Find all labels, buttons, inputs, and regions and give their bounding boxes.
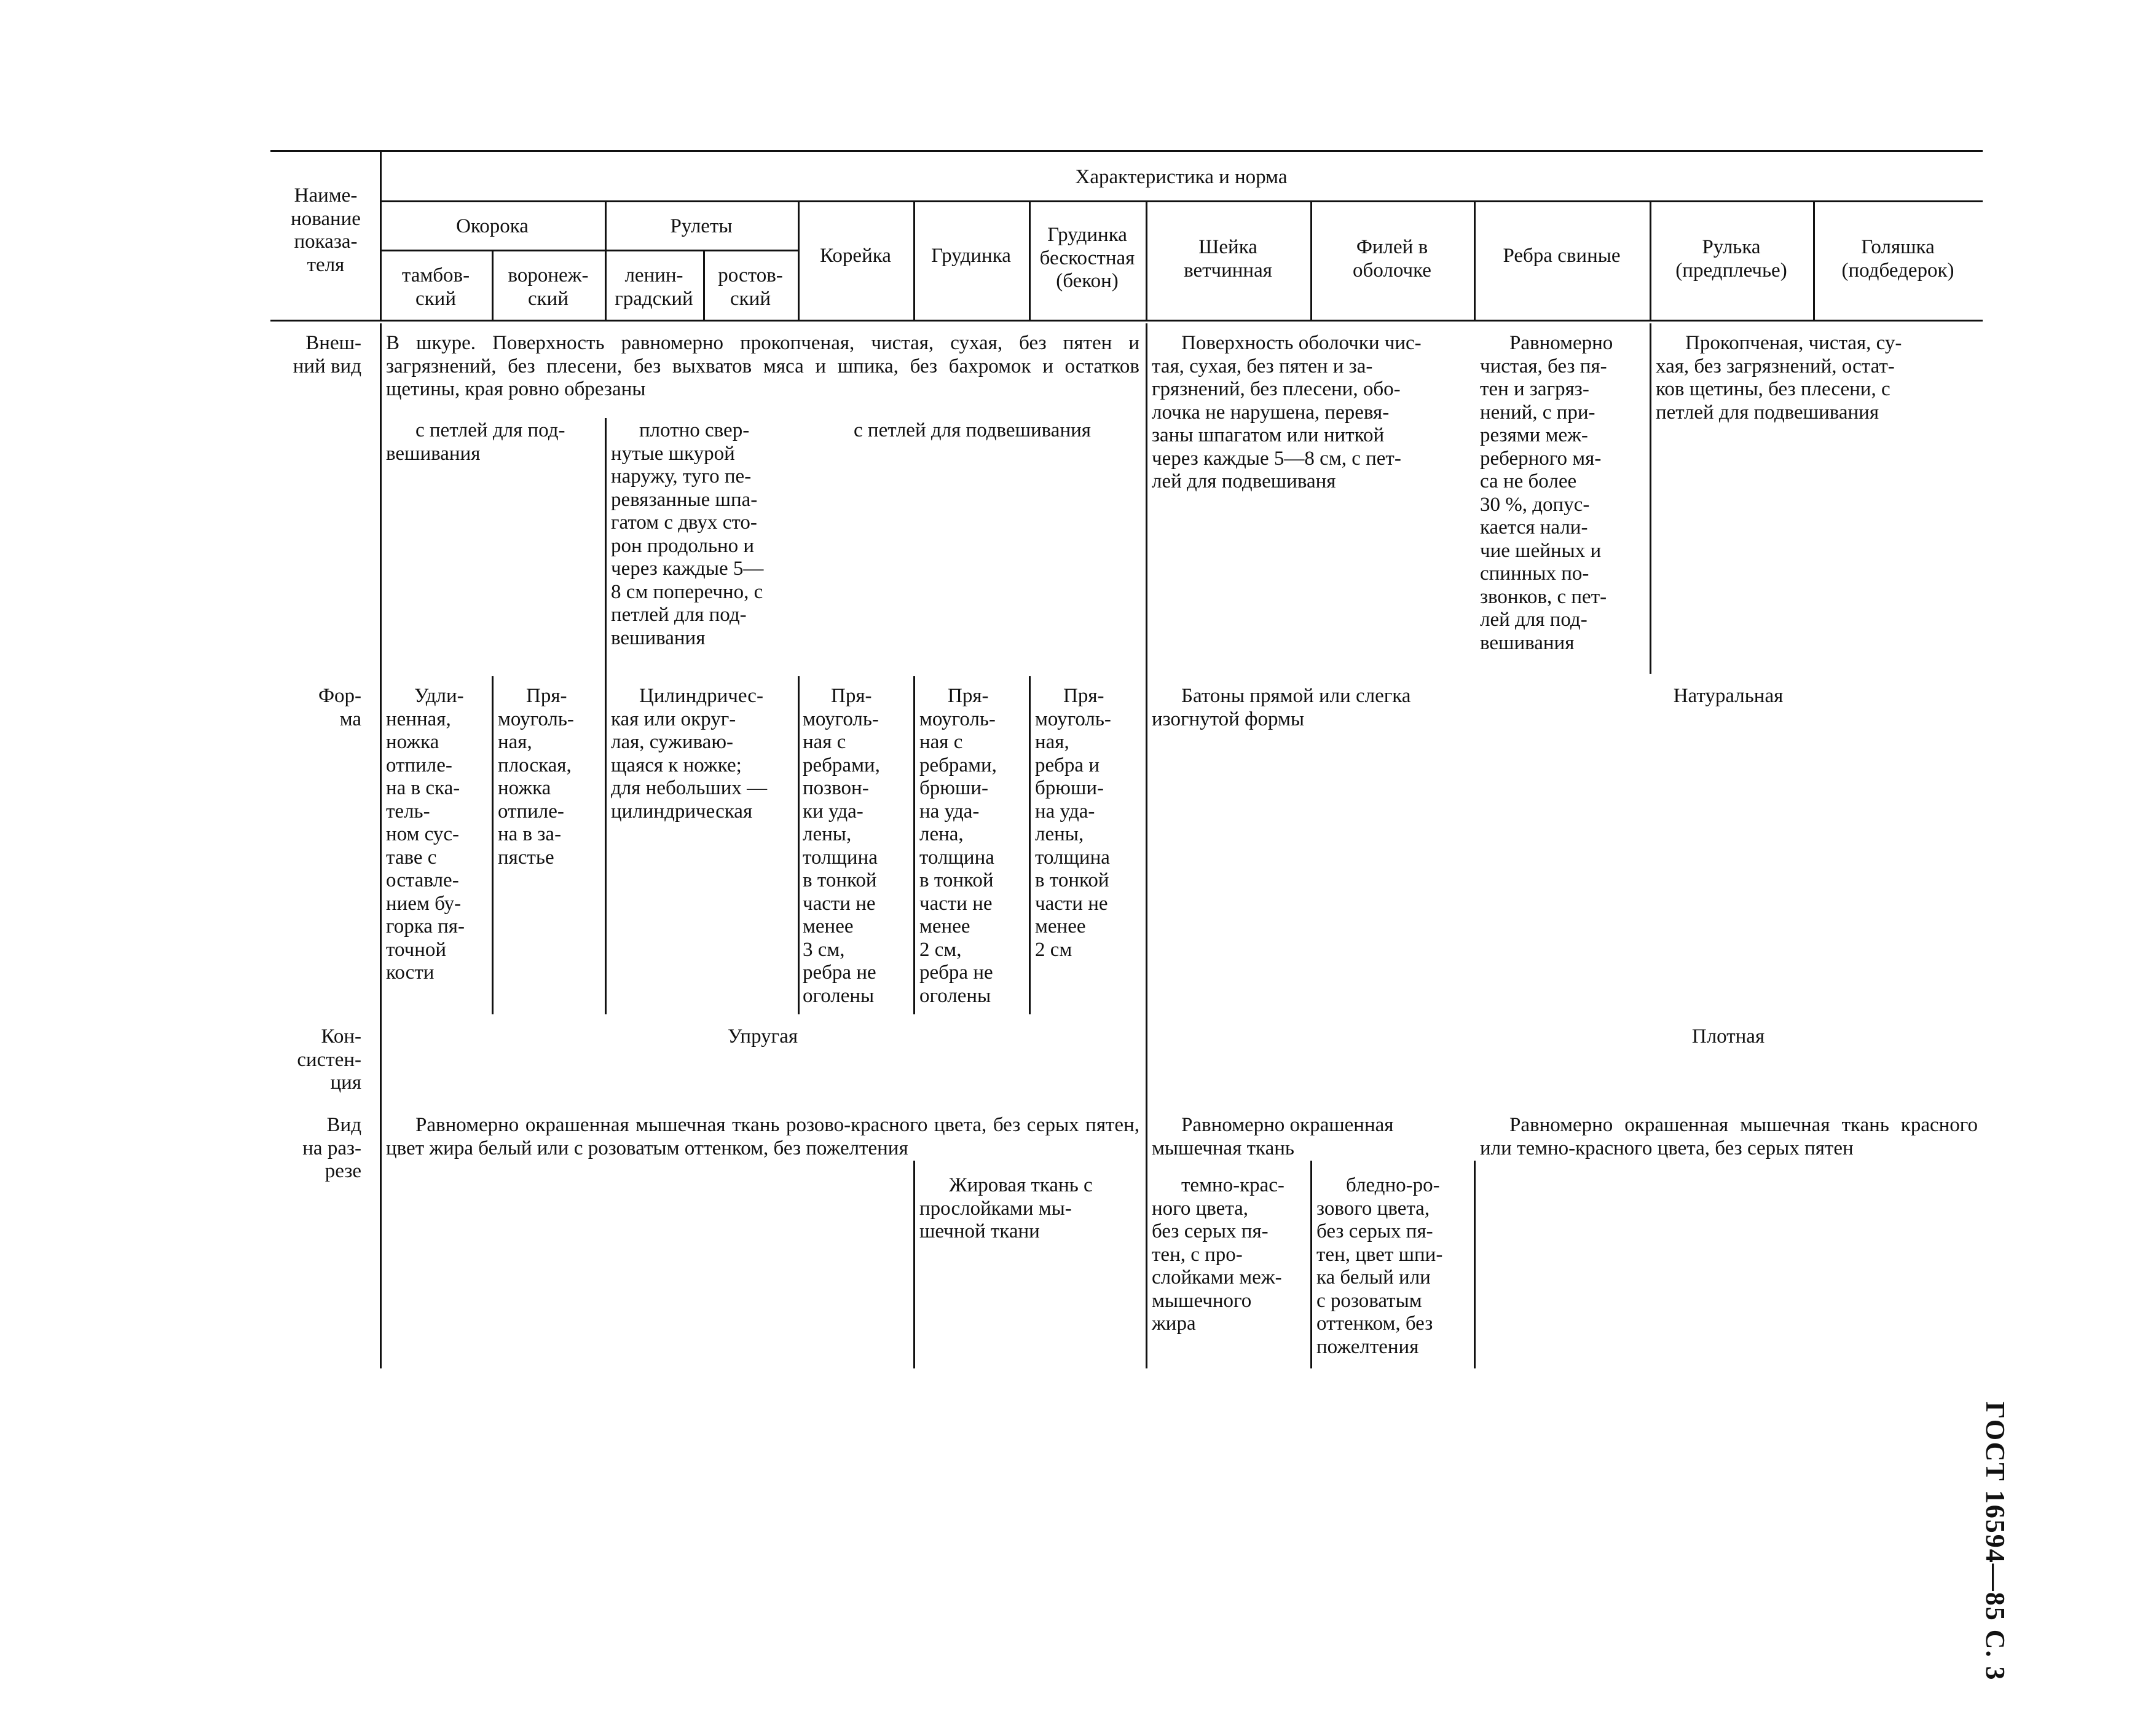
header-leningradsky: ленин- градский: [615, 264, 693, 310]
vneshny-koreyka-grudinka: с петлей для подвешивания: [854, 419, 1091, 441]
header-okoroka: Окорока: [456, 215, 529, 237]
row-label-vneshny: Внеш- ний вид: [293, 332, 361, 377]
col-rule-grudinka-forma: [913, 676, 915, 1014]
forma-voronezhsky: Пря- моуголь- ная, плоская, ножка отпиле- на в за- пястье: [498, 685, 574, 869]
col-rule-filey-razrez: [1310, 1161, 1312, 1368]
razrez-rebra-rulka: Равномерно окрашенная мышечная ткань красного или темно-красного цвета, без серых пятен: [1480, 1114, 1978, 1159]
header-bottom-rule: [270, 320, 1983, 322]
standard-side-label: ГОСТ 16594—85 С. 3: [1980, 1402, 2010, 1681]
header-grudinka-bekon: Грудинка бескостная (бекон): [1039, 224, 1135, 292]
col-rule-sheyka-body: [1146, 323, 1147, 1368]
col-rule-rebra-razrez: [1474, 1161, 1476, 1368]
vneshny-rulety: плотно свер- нутые шкурой наружу, туго пе- ревязанные шпа- гатом с двух сто- рон продольно и через каждые 5— 8 см поперечно, с петлей для под- вешивания: [611, 419, 764, 649]
forma-grudinka: Пря- моуголь- ная с ребрами, брюши- на уда- лена, толщина в тонкой части не менее 2 см, ребра не оголены: [919, 685, 997, 1007]
header-koreyka: Корейка: [820, 245, 891, 267]
header-sheyka: Шейка ветчинная: [1184, 236, 1272, 282]
konsistenciya-uprugaya: Упругая: [727, 1025, 798, 1048]
header-tambovsky: тамбов- ский: [401, 264, 470, 310]
header-filey: Филей в оболочке: [1353, 236, 1431, 282]
header-grudinka: Грудинка: [931, 245, 1011, 267]
forma-rulety: Цилиндричес- кая или округ- лая, суживаю- щаяся к ножке; для небольших — цилиндрическая: [611, 685, 768, 823]
forma-tambovsky: Удли- ненная, ножка отпиле- на в ска- тель- ном сус- таве с оставле- нием бу- горка пя- точной кости: [386, 685, 465, 984]
header-rulka: Рулька (предплечье): [1675, 236, 1787, 282]
subheader-divider-rule: [380, 250, 798, 251]
header-rostovsky: ростов- ский: [718, 264, 783, 310]
header-group-title: Характеристика и норма: [1075, 166, 1288, 188]
razrez-bekon: Жировая ткань с прослойками мы- шечной ткани: [919, 1174, 1093, 1242]
row-label-vid-na-razreze: Вид на раз- резе: [302, 1114, 361, 1182]
konsistenciya-plotnaya: Плотная: [1691, 1025, 1765, 1048]
col-rule-bekon-forma: [1029, 676, 1031, 1014]
header-divider-rule: [380, 200, 1983, 202]
table-top-rule: [270, 150, 1983, 152]
forma-bekon: Пря- моуголь- ная, ребра и брюши- на уда- лены, толщина в тонкой части не менее 2 см: [1035, 685, 1111, 961]
col-rule-grudinka-razrez: [913, 1161, 915, 1368]
col-rule-voronezh-forma: [492, 676, 494, 1014]
row-label-konsistenciya: Кон- систен- ция: [297, 1025, 361, 1094]
razrez-filey: бледно-ро- зового цвета, без серых пя- тен, цвет шпи- ка белый или с розоватым оттенком, без пожелтения: [1316, 1174, 1443, 1358]
label-column-rule-body: [380, 323, 382, 1368]
vneshny-rebra: Равномерно чистая, без пя- тен и загряз- нений, с при- резями меж- реберного мя- са не более 30 %, допус- кается нали- чие шейных и спинных по- звонков, с пет- лей для под- вешивания: [1480, 332, 1613, 654]
vneshny-okoroka: с петлей для под- вешивания: [386, 419, 565, 465]
col-rule-koreyka-forma: [798, 676, 800, 1014]
header-row-label: Наиме- нование показа- теля: [291, 184, 361, 276]
vneshny-sheyka-filey: Поверхность оболочки чис- тая, сухая, без пятен и за- грязнений, без плесени, обо- лочка не нарушена, перевя- заны шпагатом или ниткой через каждые 5—8 см, с пет- лей для подвешиваня: [1152, 332, 1422, 492]
razrez-sheyka: темно-крас- ного цвета, без серых пя- тен, с про- слойками меж- мышечного жира: [1152, 1174, 1285, 1335]
col-rule-rulety-body: [605, 418, 607, 1014]
razrez-common: Равномерно окрашенная мышечная ткань розово-красного цвета, без серых пятен, цвет жира белый или с розоватым оттенком, без пожелтения: [386, 1114, 1139, 1159]
razrez-sheyka-filey: Равномерно окрашенная мышечная ткань: [1152, 1114, 1394, 1159]
vneshny-rulka-golyashka: Прокопченая, чистая, су- хая, без загрязнений, остат- ков щетины, без плесени, с петлей для подвешивания: [1656, 332, 1902, 424]
header-golyashka: Голяшка (подбедерок): [1841, 236, 1954, 282]
row-label-forma: Фор- ма: [318, 685, 361, 730]
forma-koreyka: Пря- моуголь- ная с ребрами, позвон- ки уда- лены, толщина в тонкой части не менее 3 см, ребра не оголены: [803, 685, 880, 1007]
forma-sheyka-filey: Батоны прямой или слегка изогнутой формы: [1152, 685, 1411, 730]
col-rule-rulka-vid: [1650, 323, 1651, 674]
header-rebra: Ребра свиные: [1503, 245, 1621, 267]
header-rulety: Рулеты: [670, 215, 733, 237]
header-voronezhsky: воронеж- ский: [508, 264, 589, 310]
forma-naturalnaya: Натуральная: [1673, 685, 1784, 707]
vneshny-common: В шкуре. Поверхность равномерно прокопченая, чистая, сухая, без пятен и загрязнений, без плесени, без выхватов мяса и шпика, без бахромок и остатков щетины, края ровно обрезаны: [386, 332, 1139, 400]
